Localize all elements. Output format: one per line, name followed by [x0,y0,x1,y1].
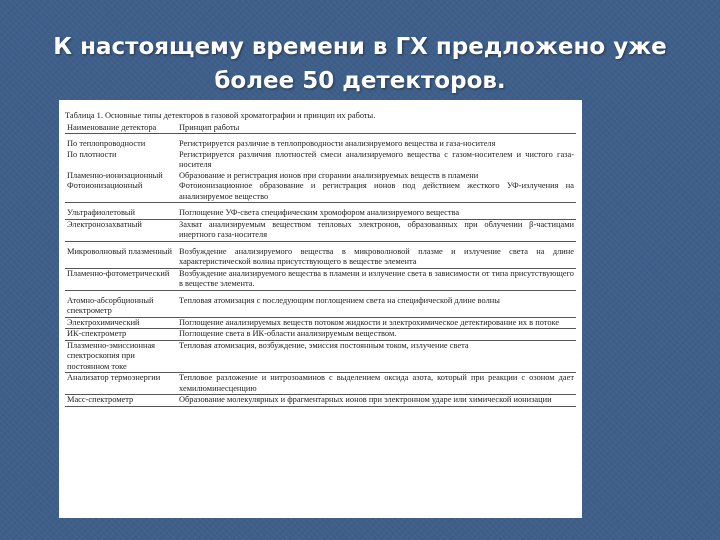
detector-principle: Тепловая атомизация, возбуждение, эмиссия постоянным током, излучение света [177,340,576,373]
detector-principle: Фотоионизационное образование и регистрация ионов под действием жесткого УФ-излучения на анализируемое вещество [179,181,574,201]
detector-principle: Тепловая атомизация с последующим поглощением света на специфической длине волны [177,290,576,317]
header-principle: Принцип работы [177,123,576,134]
table-row [65,268,576,290]
table-row [65,317,576,329]
detector-principle: Возбуждение анализируемого вещества в пламени и излучение света в зависимости от типа присутствующего в веществе элемента. [179,268,574,288]
table-row [65,203,576,220]
table-header-row [65,123,576,134]
slide-title-line-1: К настоящему времени в ГХ предложено уже [53,34,667,60]
detector-name: По теплопроводности [67,139,146,148]
table-row [65,134,576,150]
detector-principle: Образование и регистрация ионов при сгорании анализируемых веществ в пламени [179,170,479,180]
detector-principle: Возбуждение анализируемого вещества в микроволновой плазме и излучение света на длине характеристической волны присутствующего в веществе элемента [177,241,576,268]
detector-name: Анализатор термоэнергии [65,373,177,395]
table-row [65,395,576,407]
table-row [65,241,576,268]
table-row [65,373,576,395]
detector-name: Пламенно-ионизационный [67,170,163,180]
detectors-table [65,123,576,407]
table-row [65,340,576,373]
detector-principle: Поглощение света в ИК-области анализируемым веществом. [177,329,576,341]
table-row [65,329,576,341]
detector-name: Электронозахватный [65,219,177,241]
header-name: Наименование детектора [65,123,177,134]
table-row [65,219,576,241]
table-row [65,150,576,171]
detector-name: Пламенно-фотометрический [65,268,177,290]
detector-name: Масс-спектрометр [65,395,177,407]
table-row [65,171,576,182]
detector-principle: Регистрируется различия плотностей смеси анализируемого вещества с газом-носителем и чистого газа-носителя [179,149,574,169]
detector-principle: Тепловое разложение и нитрозоаминов с выделением оксида азота, который при реакции с озоном дает хемилюминесценцию [179,373,574,393]
detector-name: ИК-спектрометр [65,329,177,341]
detector-name: Фотоионизационный [65,181,177,203]
table-row [65,290,576,317]
detector-name: Атомно-абсорбционный спектрометр [65,290,177,317]
detector-name: Ультрафиолетовый [65,203,177,220]
detector-name: Микроволновый плазменный [65,241,177,268]
detector-name: Плазменно-эмиссионная спектроскопия при постоянном токе [65,340,177,373]
detector-principle: Захват анализируемым веществом тепловых электронов, образованных при облучении β-частицами инертного газа-носителя [179,219,574,239]
detector-principle: Регистрируется различие в теплопроводности анализируемого вещества и газа-носителя [179,139,496,148]
scanned-table-document [59,100,582,518]
detector-principle: Поглощение УФ-света специфическим хромофором анализируемого вещества [177,203,576,220]
detector-principle: Образование молекулярных и фрагментарных ионов при электронном ударе или химической ионизации [177,395,576,407]
slide-title-line-2: более 50 детекторов. [214,68,506,94]
table-caption: Таблица 1. Основные типы детекторов в газовой хроматографии и принцип их работы. [65,111,376,120]
slide-title [40,30,680,98]
detector-principle: Поглощение анализируемых веществ потоком жидкости и электрохимическое детектирование их в потоке [177,317,576,329]
detector-name: Электрохимический [65,317,177,329]
detector-name: По плотности [67,149,117,159]
table-row [65,181,576,203]
